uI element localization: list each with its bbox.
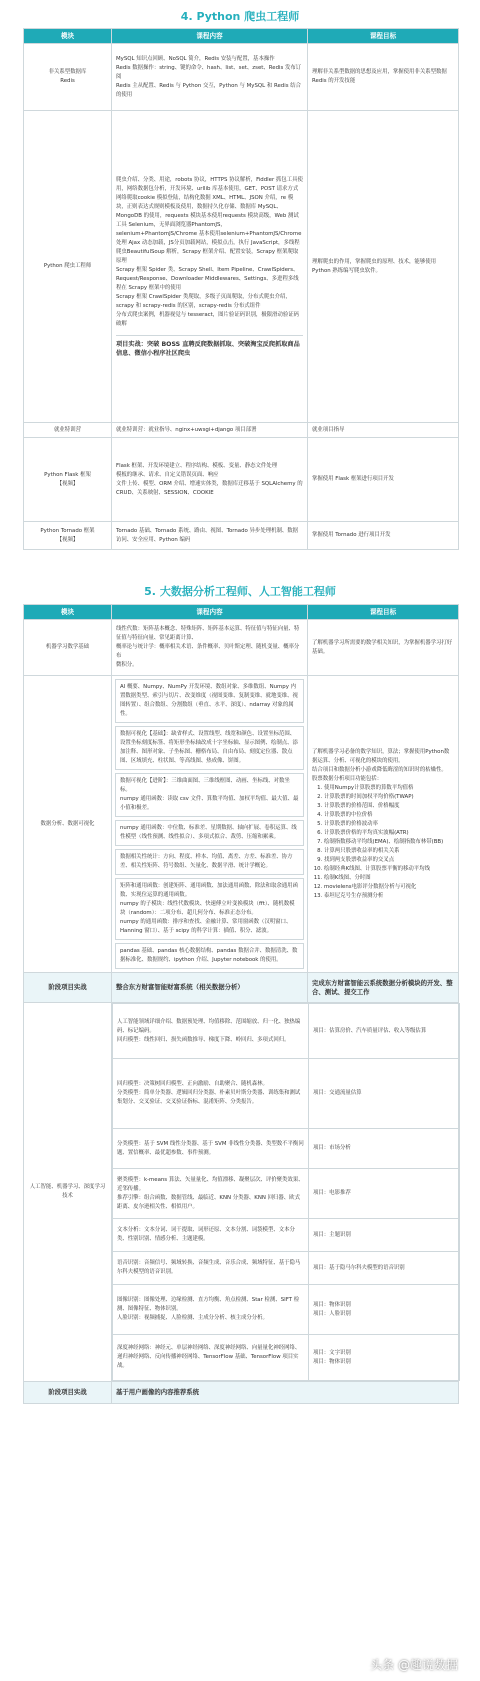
- stage-goal: 完成东方财富智能云系统数据分析模块的开发、整合、测试、提交工作: [308, 973, 459, 1003]
- goal-cell: 掌握使用 Flask 框架进行项目开发: [308, 438, 459, 522]
- content-block: numpy 通用函数：中位数、标准差、星期数据、轴向扩展、卷积运算、线性模型（线性预测、线性拟合）、多项式拟合、裁剪、压缩和累乘。: [115, 820, 304, 846]
- table-row: [113, 1252, 460, 1285]
- goal-cell: 理解非关系型数据的思想及应用，掌握使用非关系型数据 Redis 的开发技能: [308, 44, 459, 111]
- table-row: [113, 1219, 460, 1252]
- stage-content: 整合东方财富智能财富系统（相关数据分析）: [112, 973, 308, 1003]
- header-goal: 课程目标: [308, 29, 459, 44]
- content-cell: 深度神经网络：神经元、单层神经网络、深度神经网络、向量量化神经网络、递归神经网络、反向传播神经网络、TensorFlow 基础、TensorFlow 项目实战。: [113, 1335, 309, 1381]
- goal-cell: 项目：物体识别 项目：人脸识别: [309, 1285, 460, 1335]
- goal-intro: 了解机器学习必备的数学知识，算法；掌握使用Python数据运算、分析、可视化的模块的使用。 结合项目和数据分析小游戏降低晦涩的知识时的枯燥性。 股票数据分析项目功能包括：: [312, 748, 450, 782]
- list-item: 11. 绘制K线图、分时图: [324, 874, 454, 883]
- header-content: 课程内容: [112, 605, 308, 620]
- watermark: [370, 1656, 458, 1673]
- module-cell: 数据分析、数据可视化: [24, 676, 112, 973]
- content-block: pandas 基础、pandas 核心数据结构、pandas 数据合并、数据清洗、数据标准化、数据规约、ipython 介绍、Jupyter notebook 的使用。: [115, 943, 304, 969]
- table-row: [24, 676, 459, 973]
- goal-cell: 项目：电影推荐: [309, 1169, 460, 1219]
- table-row: [113, 1285, 460, 1335]
- stock-project-list: [312, 784, 454, 901]
- content-cell: 人工智能领域详细介绍、数据预处理、均值移除、范围缩放、归一化、独热编码、标记编码。 回归模型：线性回归、损失函数推导、梯度下降、岭回归、多项式回归。: [113, 1004, 309, 1059]
- goal-cell: 项目：估算房价、汽车质量评估、收入等级估算: [309, 1004, 460, 1059]
- list-item: 5. 计算股票的价格波动率: [324, 820, 454, 829]
- header-module: 模块: [24, 29, 112, 44]
- ai-subtable-cell: [112, 1003, 459, 1382]
- list-item: 6. 计算股票价格的平均真实波幅(ATR): [324, 829, 454, 838]
- stage-content: 基于用户画像的内容推荐系统: [112, 1382, 459, 1404]
- goal-cell: 了解机器学习所需要的数学相关知识，为掌握机器学习打好基础。: [308, 620, 459, 676]
- table-row: [24, 620, 459, 676]
- bigdata-ai-table: [23, 604, 459, 1404]
- goal-cell: 项目：交通流量估算: [309, 1059, 460, 1129]
- list-item: 2. 计算股票的时间加权平均价格(TWAP): [324, 793, 454, 802]
- list-item: 1. 使用Numpy计算股票的算数平均值格: [324, 784, 454, 793]
- module-cell: 人工智能、机器学习、深度学习技术: [24, 1003, 112, 1382]
- header-goal: 课程目标: [308, 605, 459, 620]
- content-cell: Tornado 基础、Tornado 系统、路由、视图、Tornado 异步处理机制、数据访问、安全应用、Python 编码: [112, 522, 308, 550]
- list-item: 12. movielens电影评分数据分析与可视化: [324, 883, 454, 892]
- content-block: AI 概要、Numpy、NumPy 开发环境、数组对象、多维数组、Numpy 内置数据类型、索引与切片、改变维度（视图变维、复制变维、就地变维、视图转置）、组合数组、分割数组（垂直、水平、深度）、ndarray 对象的属性。: [115, 679, 304, 723]
- content-cell: 图像识别：图像处理、边缘检测、直方均衡、角点检测、Star 检测、SIFT 检测、图像特征、物体识别。 人脸识别：视频捕捉、人脸检测、主成分分析、核主成分分析。: [113, 1285, 309, 1335]
- content-cell: Flask 框架、开发环境建立、程序结构、模板、变量、静态文件处理 模板的继承、请求、自定义错误页面、响应 文件上传、模型、ORM 介绍、增速实体类，数据库迁移基于 SQLAlchemy 的 CRUD、关系映射、SESSION、COOKIE: [112, 438, 308, 522]
- list-item: 13. 泰坦尼克号生存预测分析: [324, 892, 454, 901]
- content-block: 数据可视化【基础】：缺省样式、设置线型、线宽和颜色、设置坐标范围、设置坐标刻度标签、将矩形坐标轴改成十字坐标轴、显示图例、绘制点、添加注释、图形对象、子坐标图、栅格布局、自由布局、刻度定位器、散点图、区域填充、柱状图、等高线图、热成像、饼图。: [115, 726, 304, 770]
- table-row: [24, 522, 459, 550]
- content-block: 数据可视化【进阶】：三维曲面图、三维线框图、动画、坐标线、对数坐标。 numpy 通用函数：读取 csv 文件、算数平均值、加权平均值、最大值、最小值和极差。: [115, 773, 304, 817]
- module-cell: Python Flask 框架 【视频】: [24, 438, 112, 522]
- content-cell: 语音识别：音频信号、频域转换、音频生成、音乐合成、频域特征、基于隐马尔科夫模型的语音识别。: [113, 1252, 309, 1285]
- table-row: [24, 111, 459, 423]
- project-highlight: 项目实战：突破 BOSS 直聘反爬数据抓取、突破淘宝反爬抓取商品信息、微信小程序社区爬虫: [116, 335, 303, 358]
- watermark-text: 头条 @趣说数据: [370, 1658, 458, 1672]
- goal-cell: 掌握使用 Tornado 进行项目开发: [308, 522, 459, 550]
- table-row: [24, 1003, 459, 1382]
- content-block: 数据相关性统计：方向、程度、样本、均值、离差、方差、标准差、协方差、相关性矩阵、符号数组、矢量化、数据平滑、统计学概论。: [115, 849, 304, 875]
- list-item: 8. 计算两只股票收益率的相关关系: [324, 847, 454, 856]
- content-cell: 回归模型：决策树回归模型、正向激励、自助聚合、随机森林。 分类模型：简单分类器、逻辑回归分类器、朴素贝叶斯分类器、训练集和测试集划分、交叉验证、交叉验证指标、混淆矩阵、分类报告。: [113, 1059, 309, 1129]
- table-row: [24, 1382, 459, 1404]
- section-4-title: 4. Python 爬虫工程师: [180, 10, 300, 23]
- goal-cell: [308, 676, 459, 973]
- table-row: [24, 438, 459, 522]
- python-crawler-table: [23, 28, 459, 550]
- goal-cell: 理解爬虫的作用，掌握爬虫的原理、技术，能够使用 Python 熟练编写爬虫软件。: [308, 111, 459, 423]
- section-5-title: 5. 大数据分析工程师、人工智能工程师: [144, 585, 336, 598]
- module-cell: Python 爬虫工程师: [24, 111, 112, 423]
- list-item: 9. 找到两支股票收益率的交叉点: [324, 856, 454, 865]
- content-cell: MySQL 知识点回顾、NoSQL 简介，Redis 安装与配置，基本操作 Redis 数据操作：string、键的命令、hash、list、set、zset、Redis 发布订阅 Redis 主从配置、Redis 与 Python 交互，Python 与 MySQL 和 Redis 结合的使用: [112, 44, 308, 111]
- content-cell: 分类模型：基于 SVM 线性分类器、基于 SVM 非线性分类器、类型数不平衡问题、置信概率、最优超参数、事件预测。: [113, 1129, 309, 1169]
- content-block: 矩阵和通用函数：创建矩阵、通用函数、加法通用函数、除法和取余通用函数、实现位运算的通用函数。 numpy 的子模块：线性代数模块、快速傅立叶变换模块（fft）、随机数模块（random）：二项分布、超几何分布、标准正态分布。 numpy 的通用函数：排序和查找、金融计算、常用窗函数（汉明窗口、Hanning 窗口）、基于 scipy 的科学计算：插值、积分、滤波。: [115, 878, 304, 940]
- table-row: [113, 1059, 460, 1129]
- list-item: 4. 计算股票的中位价格: [324, 811, 454, 820]
- table-row: [113, 1129, 460, 1169]
- ai-subtable: [112, 1003, 460, 1381]
- table-row: [24, 44, 459, 111]
- content-cell: 文本分析：文本分词、词干提取、词形还原、文本分割、词袋模型、文本分类、性别识别、情感分析、主题建模。: [113, 1219, 309, 1252]
- content-cell: 就业特训营：就业指导、nginx+uwsgi+django 项目部署: [112, 423, 308, 438]
- stage-label: 阶段项目实战: [24, 973, 112, 1003]
- header-module: 模块: [24, 605, 112, 620]
- list-item: 7. 绘制指数移动平均线(EMA)、绘制指数布林带(BB): [324, 838, 454, 847]
- module-cell: 就业特训营: [24, 423, 112, 438]
- list-item: 3. 计算股票的价格范围、价格幅度: [324, 802, 454, 811]
- goal-cell: 项目：主题识别: [309, 1219, 460, 1252]
- content-cell: [112, 111, 308, 423]
- goal-cell: 就业项目指导: [308, 423, 459, 438]
- table-row: [113, 1335, 460, 1381]
- stage-label: 阶段项目实战: [24, 1382, 112, 1404]
- module-cell: 非关系型数据库 Redis: [24, 44, 112, 111]
- table-row: [24, 973, 459, 1003]
- content-cell: [112, 676, 308, 973]
- content-cell: 线性代数：矩阵基本概念、特殊矩阵、矩阵基本运算、特征值与特征向量、特征值与特征向量、常见距离计算、 概率论与统计学：概率相关术语、条件概率、贝叶斯定理、随机变量、概率分布 微积分。: [112, 620, 308, 676]
- goal-cell: 项目：市场分析: [309, 1129, 460, 1169]
- module-cell: 机器学习数学基础: [24, 620, 112, 676]
- content-cell: 聚类模型：k-means 算法、矢量量化、均值漂移、凝聚层次、评价聚类效果、近邻传播。 推荐引擎：组合函数、数据管线、最临近、KNN 分类器、KNN 回归器、欧式距离、皮尔逊相关性、相似用户。: [113, 1169, 309, 1219]
- module-cell: Python Tornado 框架 【视频】: [24, 522, 112, 550]
- goal-cell: 项目：基于隐马尔科夫模型的语音识别: [309, 1252, 460, 1285]
- crawler-content: 爬虫介绍、分类、用途，robots 协议，HTTPS 协议解析，Fiddler 抓包工具使用，网络数据包分析，开发环境、urllib 库基本使用，GET、POST 请求方式网络爬取cookie 模拟登陆，结构化数据 XML、HTML、JSON 介绍，re 模块，正则表达式规则模板及使用，数据持久化存储、数据库 MySQL、MongoDB 的使用，requests 模块基本使用requests 模块高级，Web 测试工具 Selenium，无界面浏览器PhantomJS，selenium+PhantomJS/Chrome 基本使用selenium+PhantomJS/Chrome 处理 Ajax 动态加载，JS分页加载网站，模拟点击，执行 JavaScript，多线程爬虫BeautifulSoup 解析，Scrapy 框架介绍、配置安装，Scrapy 框架爬取原理 Scrapy 框架 Spider 类、Scrapy Shell、Item Pipeline、CrawlSpiders、Request/Response、Downloader Middlewares、Settings、多进程多线程在 Scrapy 框架中的使用 Scrapy 框架 CrawlSpider 类爬取，多级子页面爬取，分布式爬虫介绍，scrapy 和 scrapy-redis 的区别，scrapy-redis 分布式组件 分布式爬虫案例，机器视觉与 tesseract，图片验证码识别，极限滑动验证码破解: [116, 176, 303, 327]
- table-row: [113, 1169, 460, 1219]
- table-row: [24, 423, 459, 438]
- list-item: 10. 绘制经典K线图、计算股票平衡的移动平均线: [324, 865, 454, 874]
- header-content: 课程内容: [112, 29, 308, 44]
- table-row: [113, 1004, 460, 1059]
- goal-cell: 项目：文字识别 项目：物体识别: [309, 1335, 460, 1381]
